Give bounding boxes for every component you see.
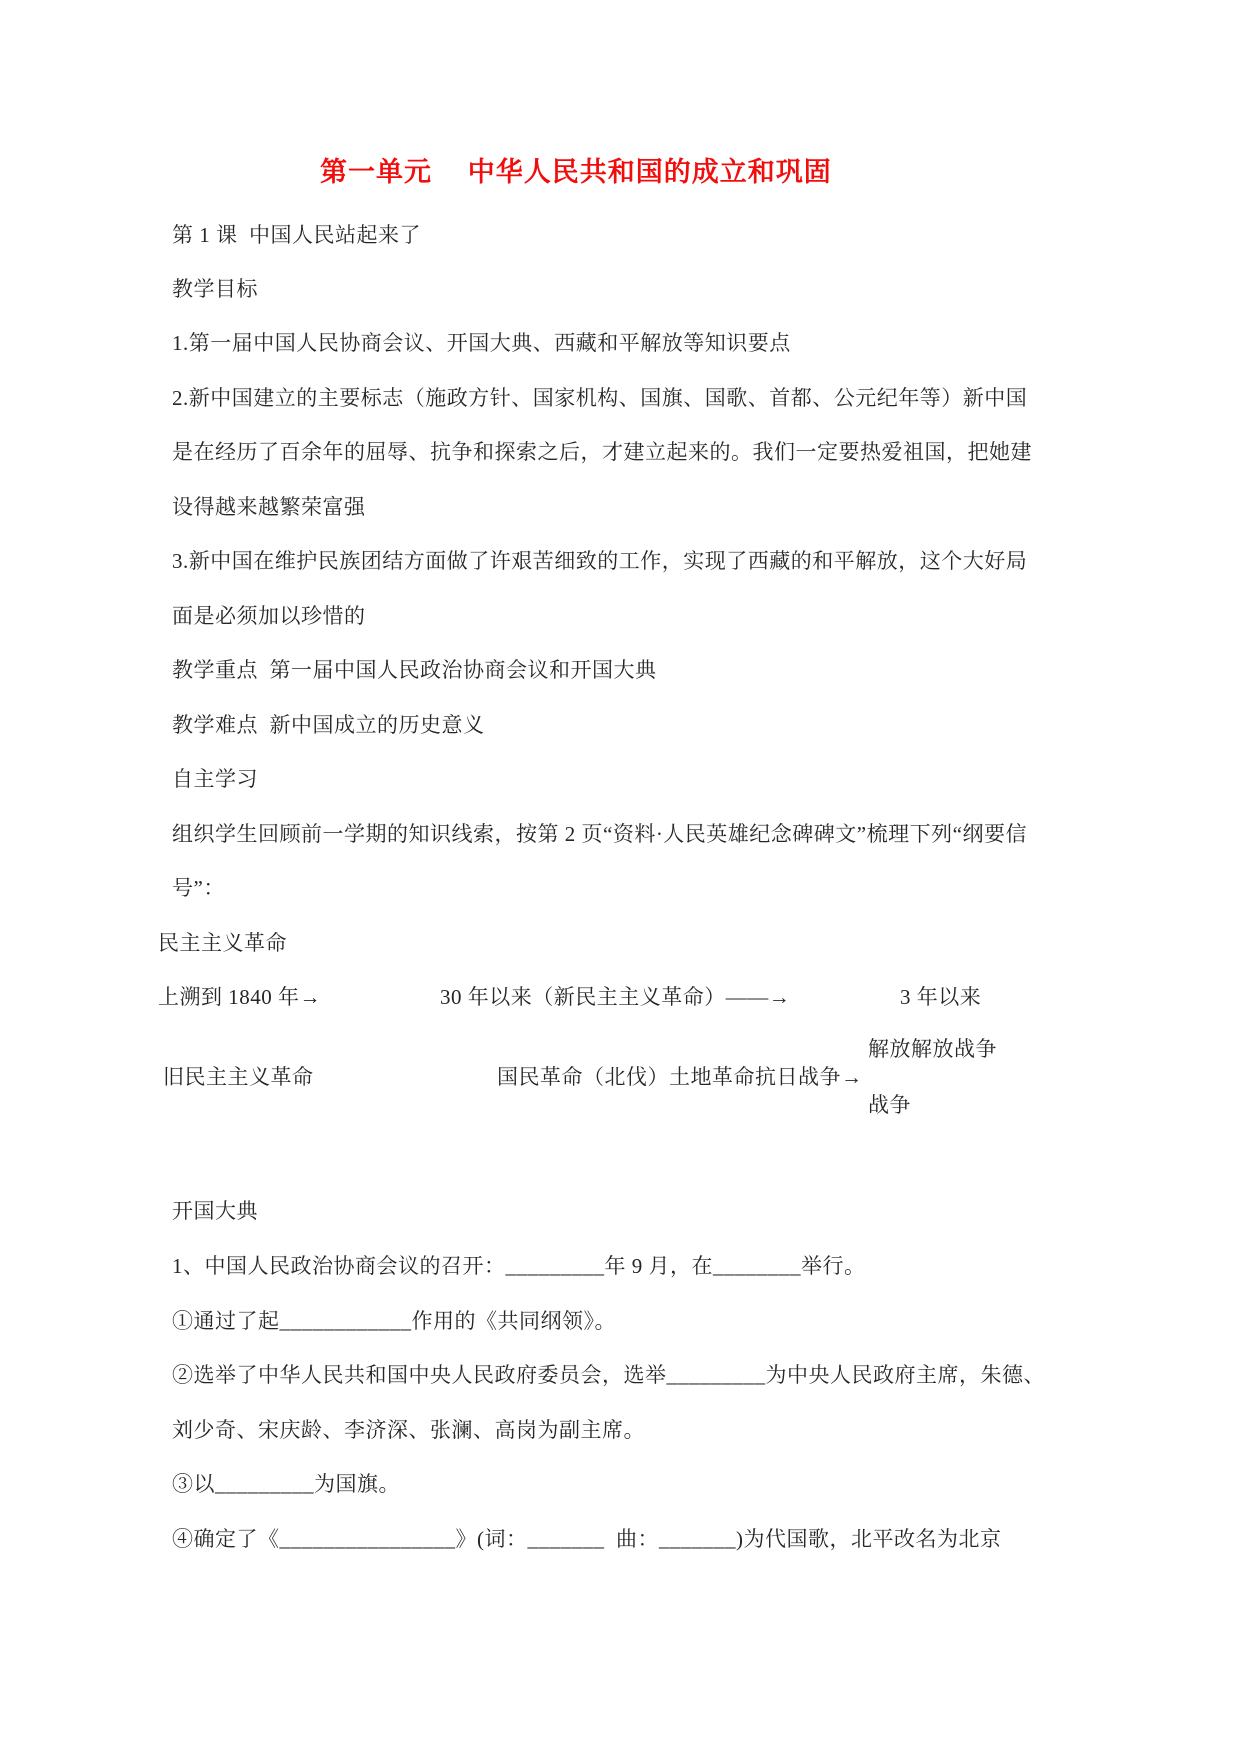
unit-title: 第一单元 中华人民共和国的成立和巩固	[320, 157, 832, 187]
review-instruction-line2: 号”：	[172, 876, 225, 900]
lesson-title-line: 第 1 课 中国人民站起来了	[172, 223, 421, 247]
self-study-heading: 自主学习	[172, 767, 258, 791]
timeline-liberation-war-bottom: 战争	[868, 1093, 911, 1117]
teaching-key-point-line: 教学重点 第一届中国人民政治协商会议和开国大典	[172, 658, 657, 682]
goal-item-2-line1: 2.新中国建立的主要标志（施政方针、国家机构、国旗、国歌、首都、公元纪年等）新中国	[172, 386, 1028, 410]
question-1-line: 1、中国人民政治协商会议的召开：_________年 9 月，在________举行。	[172, 1254, 866, 1278]
goal-item-2-line3: 设得越来越繁荣富强	[172, 495, 366, 519]
review-instruction-line1: 组织学生回顾前一学期的知识线索，按第 2 页“资料·人民英雄纪念碑碑文”梳理下列“纲要信	[172, 822, 1027, 846]
item-circle1-line: ①通过了起____________作用的《共同纲领》。	[172, 1309, 616, 1333]
timeline-row1-start: 上溯到 1840 年→	[158, 985, 321, 1009]
teaching-goals-heading: 教学目标	[172, 277, 258, 301]
item-circle2-line1: ②选举了中华人民共和国中央人民政府委员会，选举_________为中央人民政府主席，朱德、	[172, 1363, 1045, 1387]
timeline-row2-left: 旧民主主义革命	[163, 1065, 314, 1089]
timeline-row1-end: 3 年以来	[900, 985, 982, 1009]
timeline-row2-mid: 国民革命（北伐）土地革命抗日战争→	[497, 1065, 863, 1089]
goal-item-2-line2: 是在经历了百余年的屈辱、抗争和探索之后，才建立起来的。我们一定要热爱祖国，把她建	[172, 440, 1032, 464]
timeline-row1-mid: 30 年以来（新民主主义革命）——→	[440, 985, 791, 1009]
goal-item-3-line2: 面是必须加以珍惜的	[172, 604, 366, 628]
goal-item-3-line1: 3.新中国在维护民族团结方面做了许艰苦细致的工作，实现了西藏的和平解放，这个大好局	[172, 549, 1028, 573]
goal-item-1: 1.第一届中国人民协商会议、开国大典、西藏和平解放等知识要点	[172, 331, 791, 355]
timeline-heading: 民主主义革命	[158, 931, 287, 955]
item-circle3-line: ③以_________为国旗。	[172, 1472, 400, 1496]
timeline-liberation-war-top: 解放解放战争	[868, 1037, 997, 1061]
founding-ceremony-heading: 开国大典	[172, 1199, 258, 1223]
teaching-difficulty-line: 教学难点 新中国成立的历史意义	[172, 713, 485, 737]
item-circle2-line2: 刘少奇、宋庆龄、李济深、张澜、高岗为副主席。	[172, 1418, 645, 1442]
item-circle4-line: ④确定了《________________》(词：_______ 曲：_______)为代国歌，北平改名为北京	[172, 1527, 1002, 1551]
